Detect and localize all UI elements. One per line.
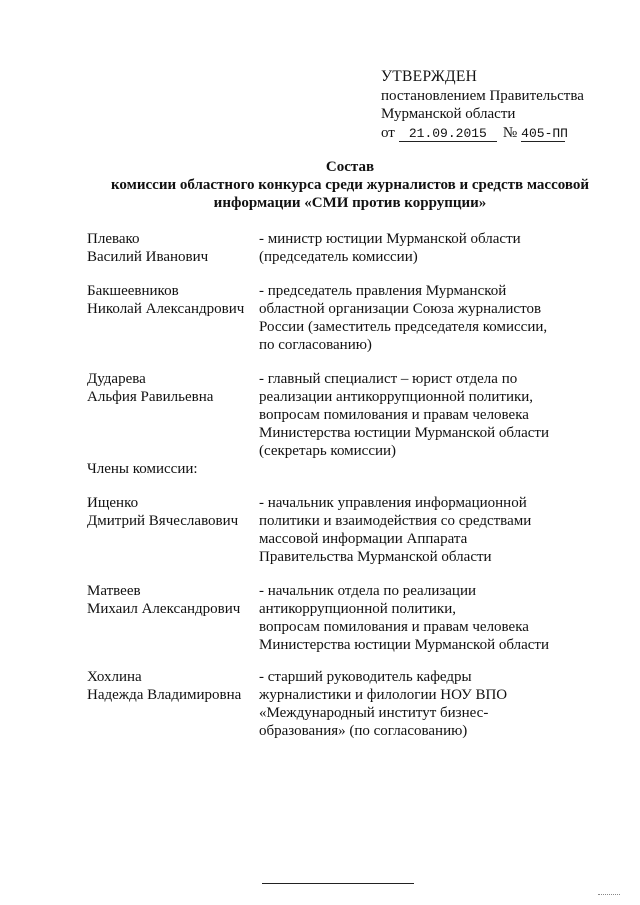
member-role: - председатель правления Мурманской областной организации Союза журналистов России (заместитель председателя комиссии, по согласованию) <box>259 283 548 353</box>
number-label: № <box>502 124 518 141</box>
member-role: - старший руководитель кафедры журналистики и филологии НОУ ВПО «Международный институт бизнес- образования» (по согласованию) <box>259 669 508 739</box>
approved-label: УТВЕРЖДЕН <box>381 68 478 85</box>
from-label: от <box>381 124 395 141</box>
title-line-3: информации «СМИ против коррупции» <box>213 195 487 211</box>
member-name: Хохлина Надежда Владимировна <box>87 669 242 703</box>
title-line-1: Состав <box>325 159 375 175</box>
member-name: Матвеев Михаил Александрович <box>87 583 241 617</box>
member-role: - главный специалист – юрист отдела по реализации антикоррупционной политики, вопросам помилования и правам человека Министерства юстиции Мурманской области (секретарь комиссии) <box>259 371 549 459</box>
member-name: Бакшеевников Николай Александрович <box>87 283 245 317</box>
member-role: - министр юстиции Мурманской области (председатель комиссии) <box>259 231 521 265</box>
approval-number: 405-ПП <box>521 125 568 141</box>
approval-line-1: постановлением Правительства <box>381 87 584 104</box>
member-name: Плевако Василий Иванович <box>87 231 209 265</box>
member-role: - начальник отдела по реализации антикоррупционной политики, вопросам помилования и правам человека Министерства юстиции Мурманской области <box>259 583 549 653</box>
members-heading: Члены комиссии: <box>87 461 198 477</box>
approval-line-2: Мурманской области <box>381 106 516 122</box>
approval-stamp-block <box>381 68 584 142</box>
end-of-document-rule <box>262 883 414 884</box>
approval-date-number-line <box>381 124 584 143</box>
member-name: Дударева Альфия Равильевна <box>87 371 214 405</box>
scan-corner-mark <box>598 894 620 895</box>
member-role: - начальник управления информационной политики и взаимодействия со средствами массовой информации Аппарата Правительства Мурманской области <box>259 495 532 565</box>
title-line-2: комиссии областного конкурса среди журналистов и средств массовой <box>110 177 590 193</box>
document-title <box>60 158 640 212</box>
member-name: Ищенко Дмитрий Вячеславович <box>87 495 239 529</box>
approval-date: 21.09.2015 <box>399 127 497 142</box>
